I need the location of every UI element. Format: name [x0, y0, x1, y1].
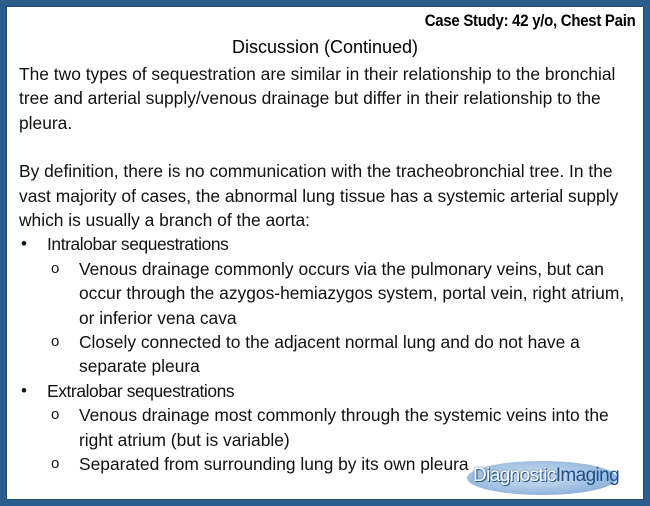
bullet-label: Extralobar sequestrations [47, 380, 235, 401]
discussion-body [19, 62, 635, 477]
logo-text-imaging: Imaging [555, 465, 620, 486]
sub-bullet-intralobar-drainage [19, 257, 635, 330]
bullet-dot: • [21, 234, 27, 254]
sub-bullet-text: Venous drainage commonly occurs via the pulmonary veins, but can occur through the azygos-hemiazygos system, portal vein, right atrium, or inferior vena cava [79, 258, 625, 328]
case-title: Case Study: 42 y/o, Chest Pain [424, 11, 635, 30]
sub-bullet-mark: o [51, 259, 60, 277]
logo-text [473, 465, 619, 487]
slide [6, 6, 644, 500]
paragraph-definition: By definition, there is no communication with the tracheobronchial tree. In the vast majority of cases, the abnormal lung tissue has a systemic arterial supply which is usually a branch of the aorta: [19, 161, 619, 231]
bullet-dot: • [21, 380, 27, 400]
sub-bullet-text: Closely connected to the adjacent normal lung and do not have a separate pleura [79, 332, 580, 377]
sub-bullet-mark: o [51, 406, 60, 424]
sub-bullet-extralobar-drainage [19, 403, 635, 452]
sub-bullet-mark: o [51, 455, 60, 473]
bullet-intralobar [19, 232, 635, 256]
paragraph-gap [19, 135, 635, 159]
sub-bullet-mark: o [51, 333, 60, 351]
diagnostic-imaging-logo [467, 455, 637, 497]
logo-text-diagnostic: Diagnostic [473, 465, 556, 486]
paragraph-relationship: The two types of sequestration are similar in their relationship to the bronchial tree and arterial supply/venous drainage but differ in their relationship to the pleura. [19, 64, 616, 133]
bullet-label: Intralobar sequestrations [47, 234, 229, 255]
sub-bullet-intralobar-pleura [19, 330, 635, 379]
sub-bullet-text: Separated from surrounding lung by its own pleura [79, 454, 469, 475]
discussion-heading: Discussion (Continued) [231, 37, 419, 57]
sub-bullet-text: Venous drainage most commonly through the systemic veins into the right atrium (but is variable) [79, 405, 609, 450]
bullet-extralobar [19, 379, 635, 403]
